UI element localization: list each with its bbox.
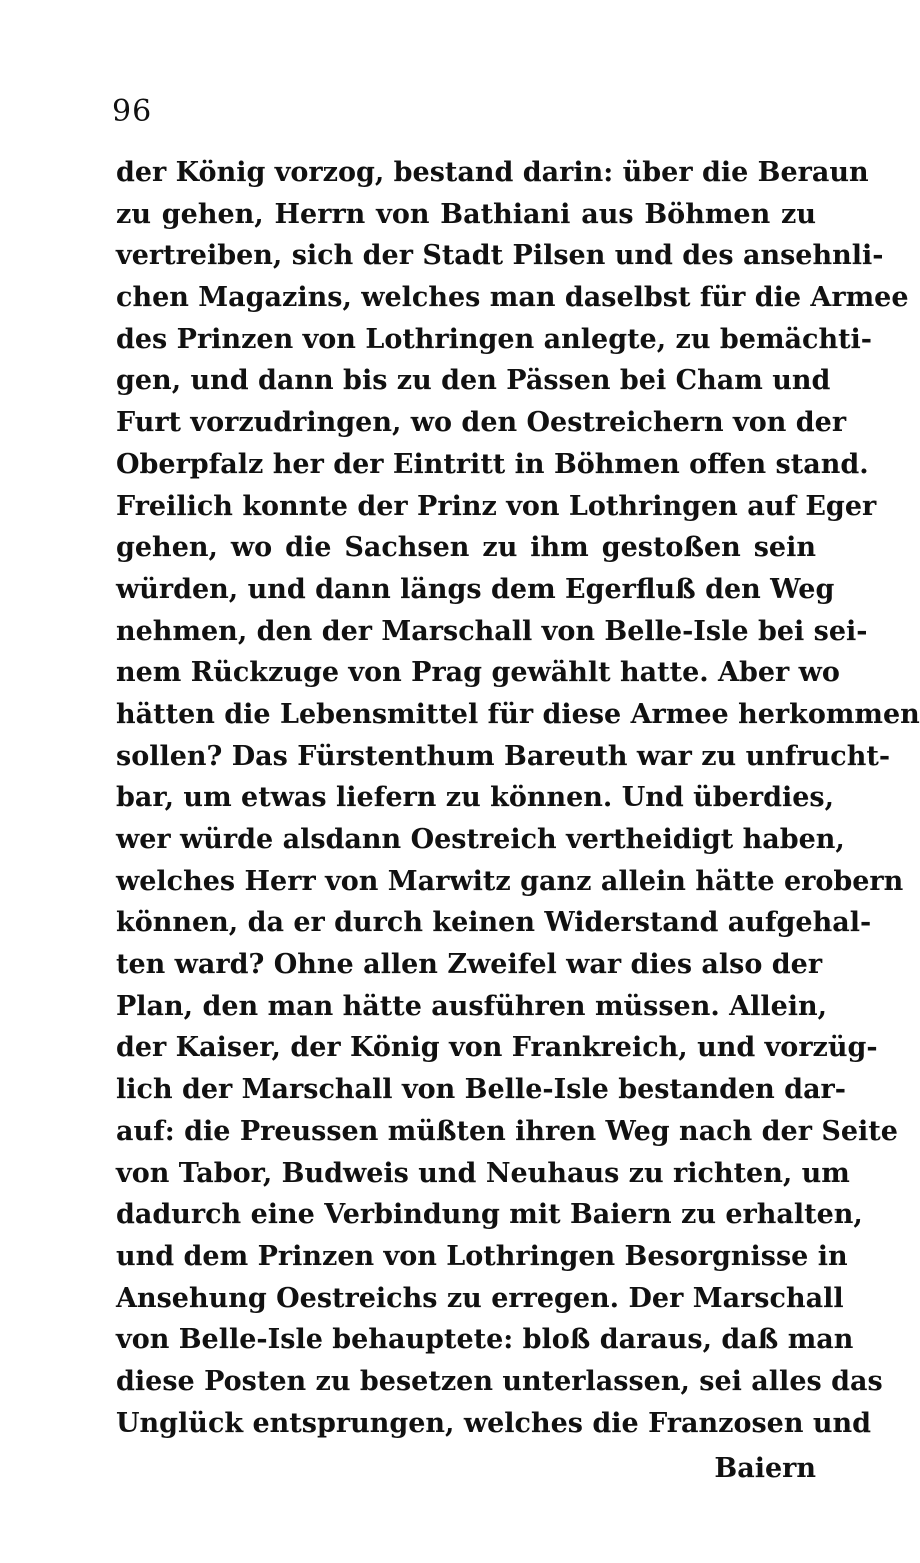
text-line: wer würde alsdann Oestreich vertheidigt haben,: [116, 824, 845, 855]
text-line: gen, und dann bis zu den Pässen bei Cham und: [116, 365, 831, 397]
text-line: Oberpfalz her der Eintritt in Böhmen offen stand.: [116, 448, 869, 480]
text-line: Furt vorzudringen, wo den Oestreichern von der: [116, 407, 847, 439]
text-line: sollen? Das Fürstenthum Bareuth war zu unfrucht-: [116, 740, 891, 772]
text-line: des Prinzen von Lothringen anlegte, zu bemächti-: [116, 323, 873, 355]
text-line: Unglück entsprungen, welches die Franzosen und: [116, 1407, 871, 1439]
text-line: Freilich konnte der Prinz von Lothringen auf Eger: [116, 490, 877, 522]
text-line: welches Herr von Marwitz ganz allein hätte erobern: [116, 865, 904, 897]
text-line: der Kaiser, der König von Frankreich, und vorzüg-: [116, 1032, 878, 1064]
text-line: dadurch eine Verbindung mit Baiern zu erhalten,: [116, 1199, 863, 1231]
text-line: nehmen, den der Marschall von Belle-Isle bei sei-: [116, 615, 868, 647]
text-line: auf: die Preussen müßten ihren Weg nach der Seite: [116, 1115, 898, 1147]
text-line: lich der Marschall von Belle-Isle bestanden dar-: [116, 1074, 846, 1106]
text-line: gehen, wo die Sachsen zu ihm gestoßen sein: [116, 532, 816, 564]
text-line: von Tabor, Budweis und Neuhaus zu richten, um: [116, 1157, 850, 1189]
text-line: vertreiben, sich der Stadt Pilsen und des ansehnli-: [116, 240, 884, 272]
text-line: nem Rückzuge von Prag gewählt hatte. Aber wo: [116, 657, 840, 689]
text-line: bar, um etwas liefern zu können. Und überdies,: [116, 782, 834, 814]
text-line: Plan, den man hätte ausführen müssen. Allein,: [116, 990, 828, 1022]
catchword: Baiern: [714, 1453, 816, 1484]
text-line: und dem Prinzen von Lothringen Besorgnisse in: [116, 1240, 848, 1272]
text-line: zu gehen, Herrn von Bathiani aus Böhmen zu: [116, 198, 816, 230]
text-line: der König vorzog, bestand darin: über die Beraun: [116, 157, 869, 188]
text-line: hätten die Lebensmittel für diese Armee herkommen: [116, 698, 920, 730]
text-line: von Belle-Isle behauptete: bloß daraus, daß man: [116, 1324, 854, 1356]
text-line: chen Magazins, welches man daselbst für die Armee: [116, 282, 909, 314]
text-line: Ansehung Oestreichs zu erregen. Der Marschall: [116, 1282, 844, 1314]
body-text: [116, 152, 920, 1444]
text-line: können, da er durch keinen Widerstand aufgehal-: [116, 907, 872, 939]
text-line: diese Posten zu besetzen unterlassen, sei alles das: [116, 1365, 883, 1397]
text-line: würden, und dann längs dem Egerfluß den Weg: [116, 573, 835, 605]
text-line: ten ward? Ohne allen Zweifel war dies also der: [116, 949, 823, 981]
page-number: 96: [112, 94, 153, 129]
